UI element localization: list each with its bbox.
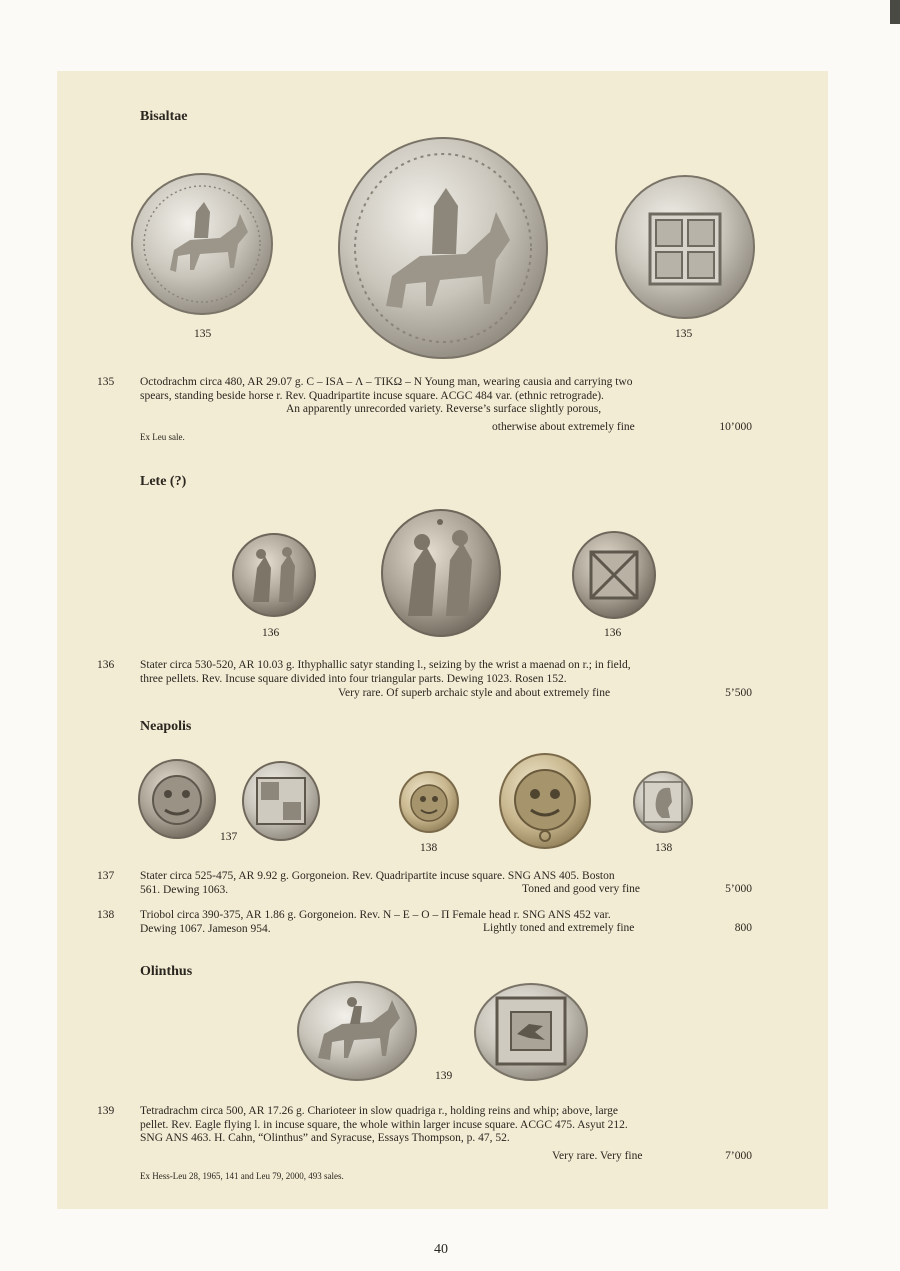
section-heading-olinthus: Olinthus (140, 964, 193, 979)
lot-provenance: Ex Hess-Leu 28, 1965, 141 and Leu 79, 2000, 493 sales. (140, 1171, 344, 1181)
lot-price: 5’500 (725, 687, 752, 699)
lot-number: 136 (97, 659, 115, 671)
coin-137-reverse (241, 760, 321, 842)
coin-138-reverse (632, 770, 694, 834)
coin-138-obverse-large (498, 752, 592, 850)
lot-number: 138 (97, 909, 115, 921)
coin-137-obverse (137, 758, 217, 840)
coin-139-reverse (473, 982, 589, 1082)
section-heading-neapolis: Neapolis (140, 719, 192, 734)
lot-line: An apparently unrecorded variety. Reverse’s surface slightly porous, (286, 403, 602, 415)
lot-price: 5’000 (725, 883, 752, 895)
page-number: 40 (434, 1242, 448, 1257)
coin-135-obverse-small (130, 172, 274, 316)
lot-line: three pellets. Rev. Incuse square divided into four triangular parts. Dewing 1023. Rosen 152. (140, 672, 567, 685)
coin-135-reverse (614, 174, 756, 320)
coin-136-obverse-small (231, 532, 317, 618)
section-heading-bisaltae: Bisaltae (140, 109, 188, 124)
lot-grade: Very rare. Of superb archaic style and about extremely fine (338, 687, 611, 699)
lot-provenance: Ex Leu sale. (140, 432, 185, 442)
lot-grade: Lightly toned and extremely fine (483, 922, 635, 934)
section-heading-lete: Lete (?) (140, 474, 187, 489)
lot-price: 10’000 (719, 421, 752, 433)
lot-number: 139 (97, 1105, 115, 1117)
coin-138-obverse-small (398, 770, 460, 834)
coin-caption: 138 (655, 842, 673, 854)
coin-caption: 135 (194, 328, 212, 340)
coin-135-obverse-large (336, 136, 550, 360)
coin-caption: 137 (220, 831, 238, 843)
lot-number: 135 (97, 376, 115, 388)
coin-136-reverse (571, 530, 657, 620)
lot-description (140, 659, 750, 686)
lot-line: Tetradrachm circa 500, AR 17.26 g. Charioteer in slow quadriga r., holding reins and whip; above, large (140, 1105, 619, 1117)
lot-grade: Toned and good very fine (522, 883, 640, 895)
lot-line: 561. Dewing 1063. (140, 883, 229, 896)
lot-description (140, 376, 750, 417)
coin-139-obverse (296, 980, 418, 1082)
coin-caption: 138 (420, 842, 438, 854)
lot-description (140, 1105, 750, 1146)
coin-caption: 136 (262, 627, 280, 639)
coin-caption: 135 (675, 328, 693, 340)
lot-line: Stater circa 525-475, AR 9.92 g. Gorgoneion. Rev. Quadripartite incuse square. SNG ANS 405. Boston (140, 870, 615, 882)
coin-caption: 136 (604, 627, 622, 639)
lot-description (140, 870, 750, 897)
lot-price: 800 (734, 922, 752, 934)
lot-line: SNG ANS 463. H. Cahn, “Olinthus” and Syracuse, Essays Thompson, p. 47, 52. (140, 1132, 510, 1144)
coin-caption: 139 (435, 1070, 453, 1082)
lot-line: pellet. Rev. Eagle flying l. in incuse square, the whole within larger incuse square. ACGC 475. Asyut 212. (140, 1118, 628, 1131)
lot-line: Stater circa 530-520, AR 10.03 g. Ithyphallic satyr standing l., seizing by the wrist a maenad on r.; in field, (140, 659, 631, 671)
lot-line: Triobol circa 390-375, AR 1.86 g. Gorgoneion. Rev. N – E – O – Π Female head r. SNG ANS 452 var. (140, 909, 611, 921)
lot-line: Octodrachm circa 480, AR 29.07 g. C – ISA – Λ – TIKΩ – N Young man, wearing causia and carrying two (140, 376, 633, 388)
page-edge-mark (890, 0, 900, 24)
lot-grade: otherwise about extremely fine (492, 421, 635, 433)
lot-line: Dewing 1067. Jameson 954. (140, 922, 271, 935)
lot-number: 137 (97, 870, 115, 882)
lot-description (140, 909, 750, 936)
coin-136-obverse-large (380, 508, 502, 638)
lot-line: spears, standing beside horse r. Rev. Quadripartite incuse square. ACGC 484 var. (ethnic retrograde). (140, 389, 604, 402)
lot-grade: Very rare. Very fine (552, 1150, 643, 1162)
lot-price: 7’000 (725, 1150, 752, 1162)
